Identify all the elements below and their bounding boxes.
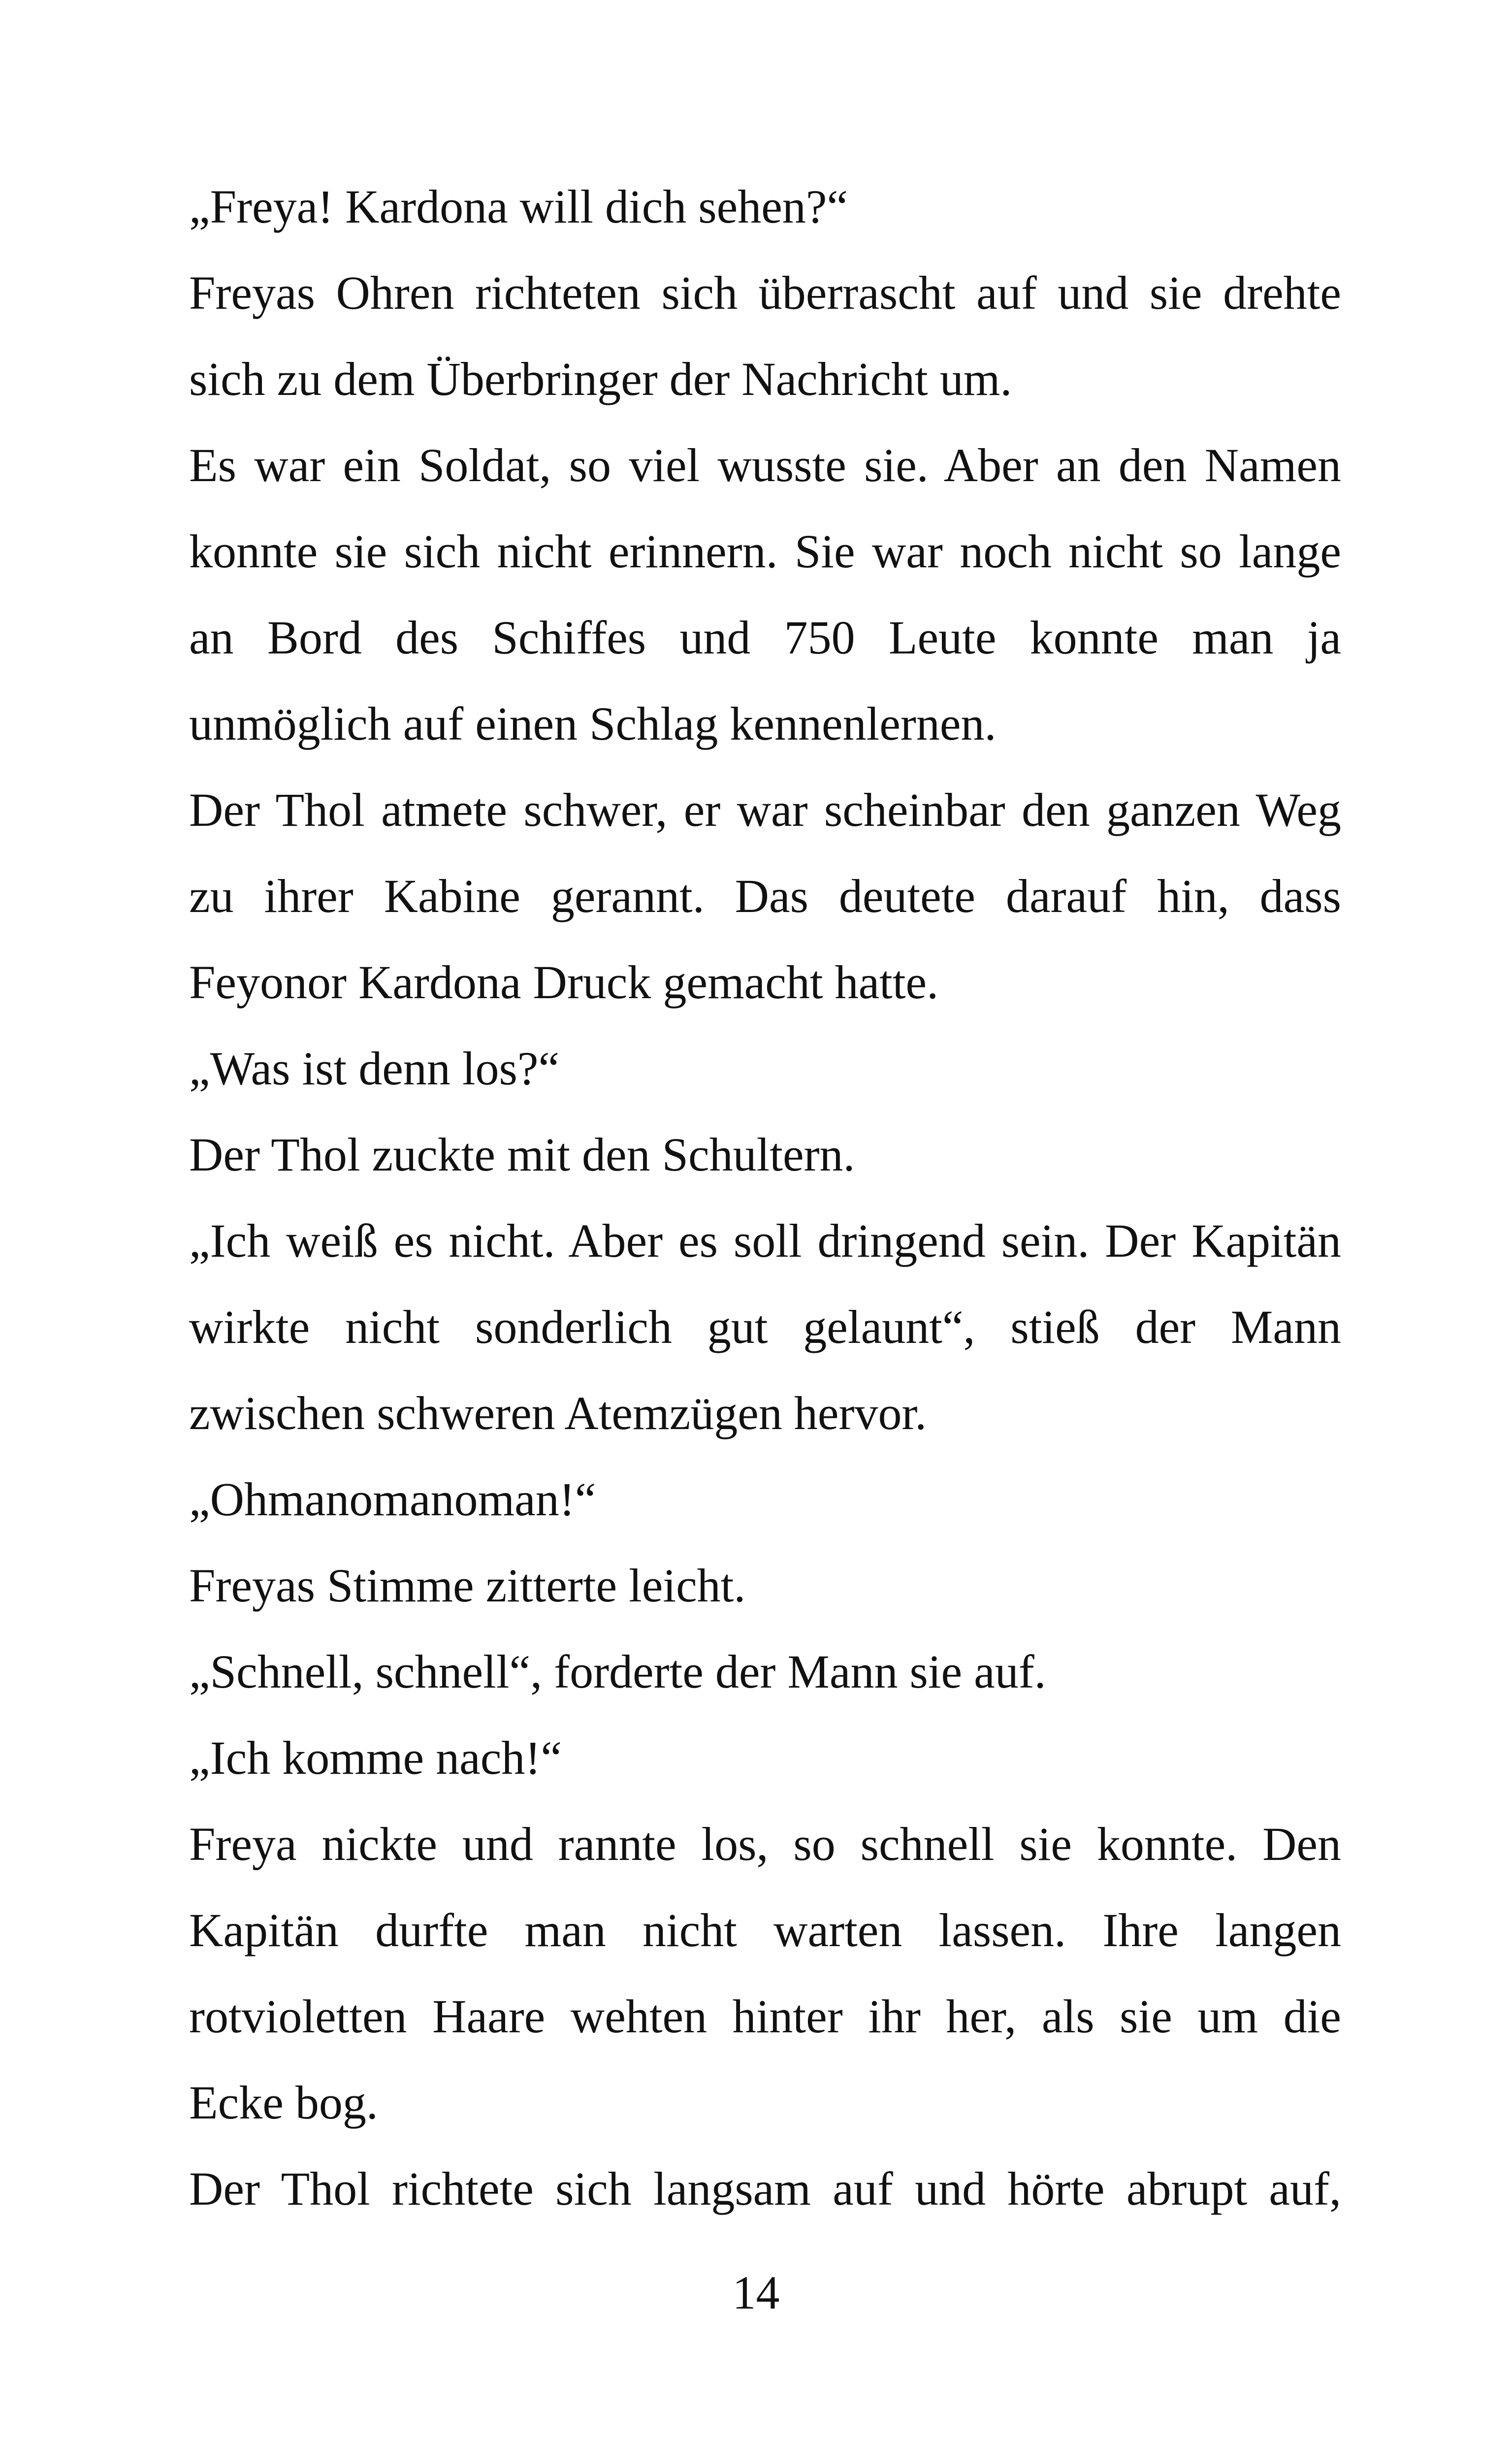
text-line: zu ihrer Kabine gerannt. Das deutete darauf hin, dass	[189, 870, 1341, 922]
text-line: Der Thol zuckte mit den Schultern.	[189, 1128, 855, 1181]
text-line: Kapitän durfte man nicht warten lassen. Ihre langen	[189, 1904, 1341, 1956]
text-line: Ecke bog.	[189, 2076, 378, 2129]
text-line: unmöglich auf einen Schlag kennenlernen.	[189, 697, 997, 750]
text-line: „Freya! Kardona will dich sehen?“	[189, 180, 848, 233]
text-line: „Ich komme nach!“	[189, 1731, 562, 1784]
text-line: Freyas Ohren richteten sich überrascht auf und sie drehte	[189, 266, 1341, 319]
text-line: rotvioletten Haare wehten hinter ihr her, als sie um die	[189, 1990, 1341, 2043]
text-line: an Bord des Schiffes und 750 Leute konnte man ja	[189, 611, 1341, 664]
text-line: „Schnell, schnell“, forderte der Mann sie auf.	[189, 1645, 1046, 1698]
text-line: „Was ist denn los?“	[189, 1042, 560, 1095]
text-line: Freyas Stimme zitterte leicht.	[189, 1559, 746, 1612]
text-line: Freya nickte und rannte los, so schnell sie konnte. Den	[189, 1818, 1341, 1870]
text-line: Es war ein Soldat, so viel wusste sie. Aber an den Namen	[189, 439, 1341, 491]
text-line: zwischen schweren Atemzügen hervor.	[189, 1387, 927, 1439]
text-line: Der Thol atmete schwer, er war scheinbar den ganzen Weg	[189, 783, 1341, 836]
page-number: 14	[732, 2266, 780, 2319]
text-line: konnte sie sich nicht erinnern. Sie war noch nicht so lange	[189, 525, 1341, 578]
text-line: wirkte nicht sonderlich gut gelaunt“, stieß der Mann	[189, 1301, 1341, 1353]
text-line: „Ohmanomanoman!“	[189, 1473, 596, 1526]
text-line: Der Thol richtete sich langsam auf und hörte abrupt auf,	[189, 2162, 1341, 2215]
text-line: „Ich weiß es nicht. Aber es soll dringend sein. Der Kapitän	[189, 1214, 1341, 1267]
text-line: sich zu dem Überbringer der Nachricht um.	[189, 353, 1012, 405]
page-text-body	[189, 182, 1341, 2250]
text-line: Feyonor Kardona Druck gemacht hatte.	[189, 956, 939, 1009]
